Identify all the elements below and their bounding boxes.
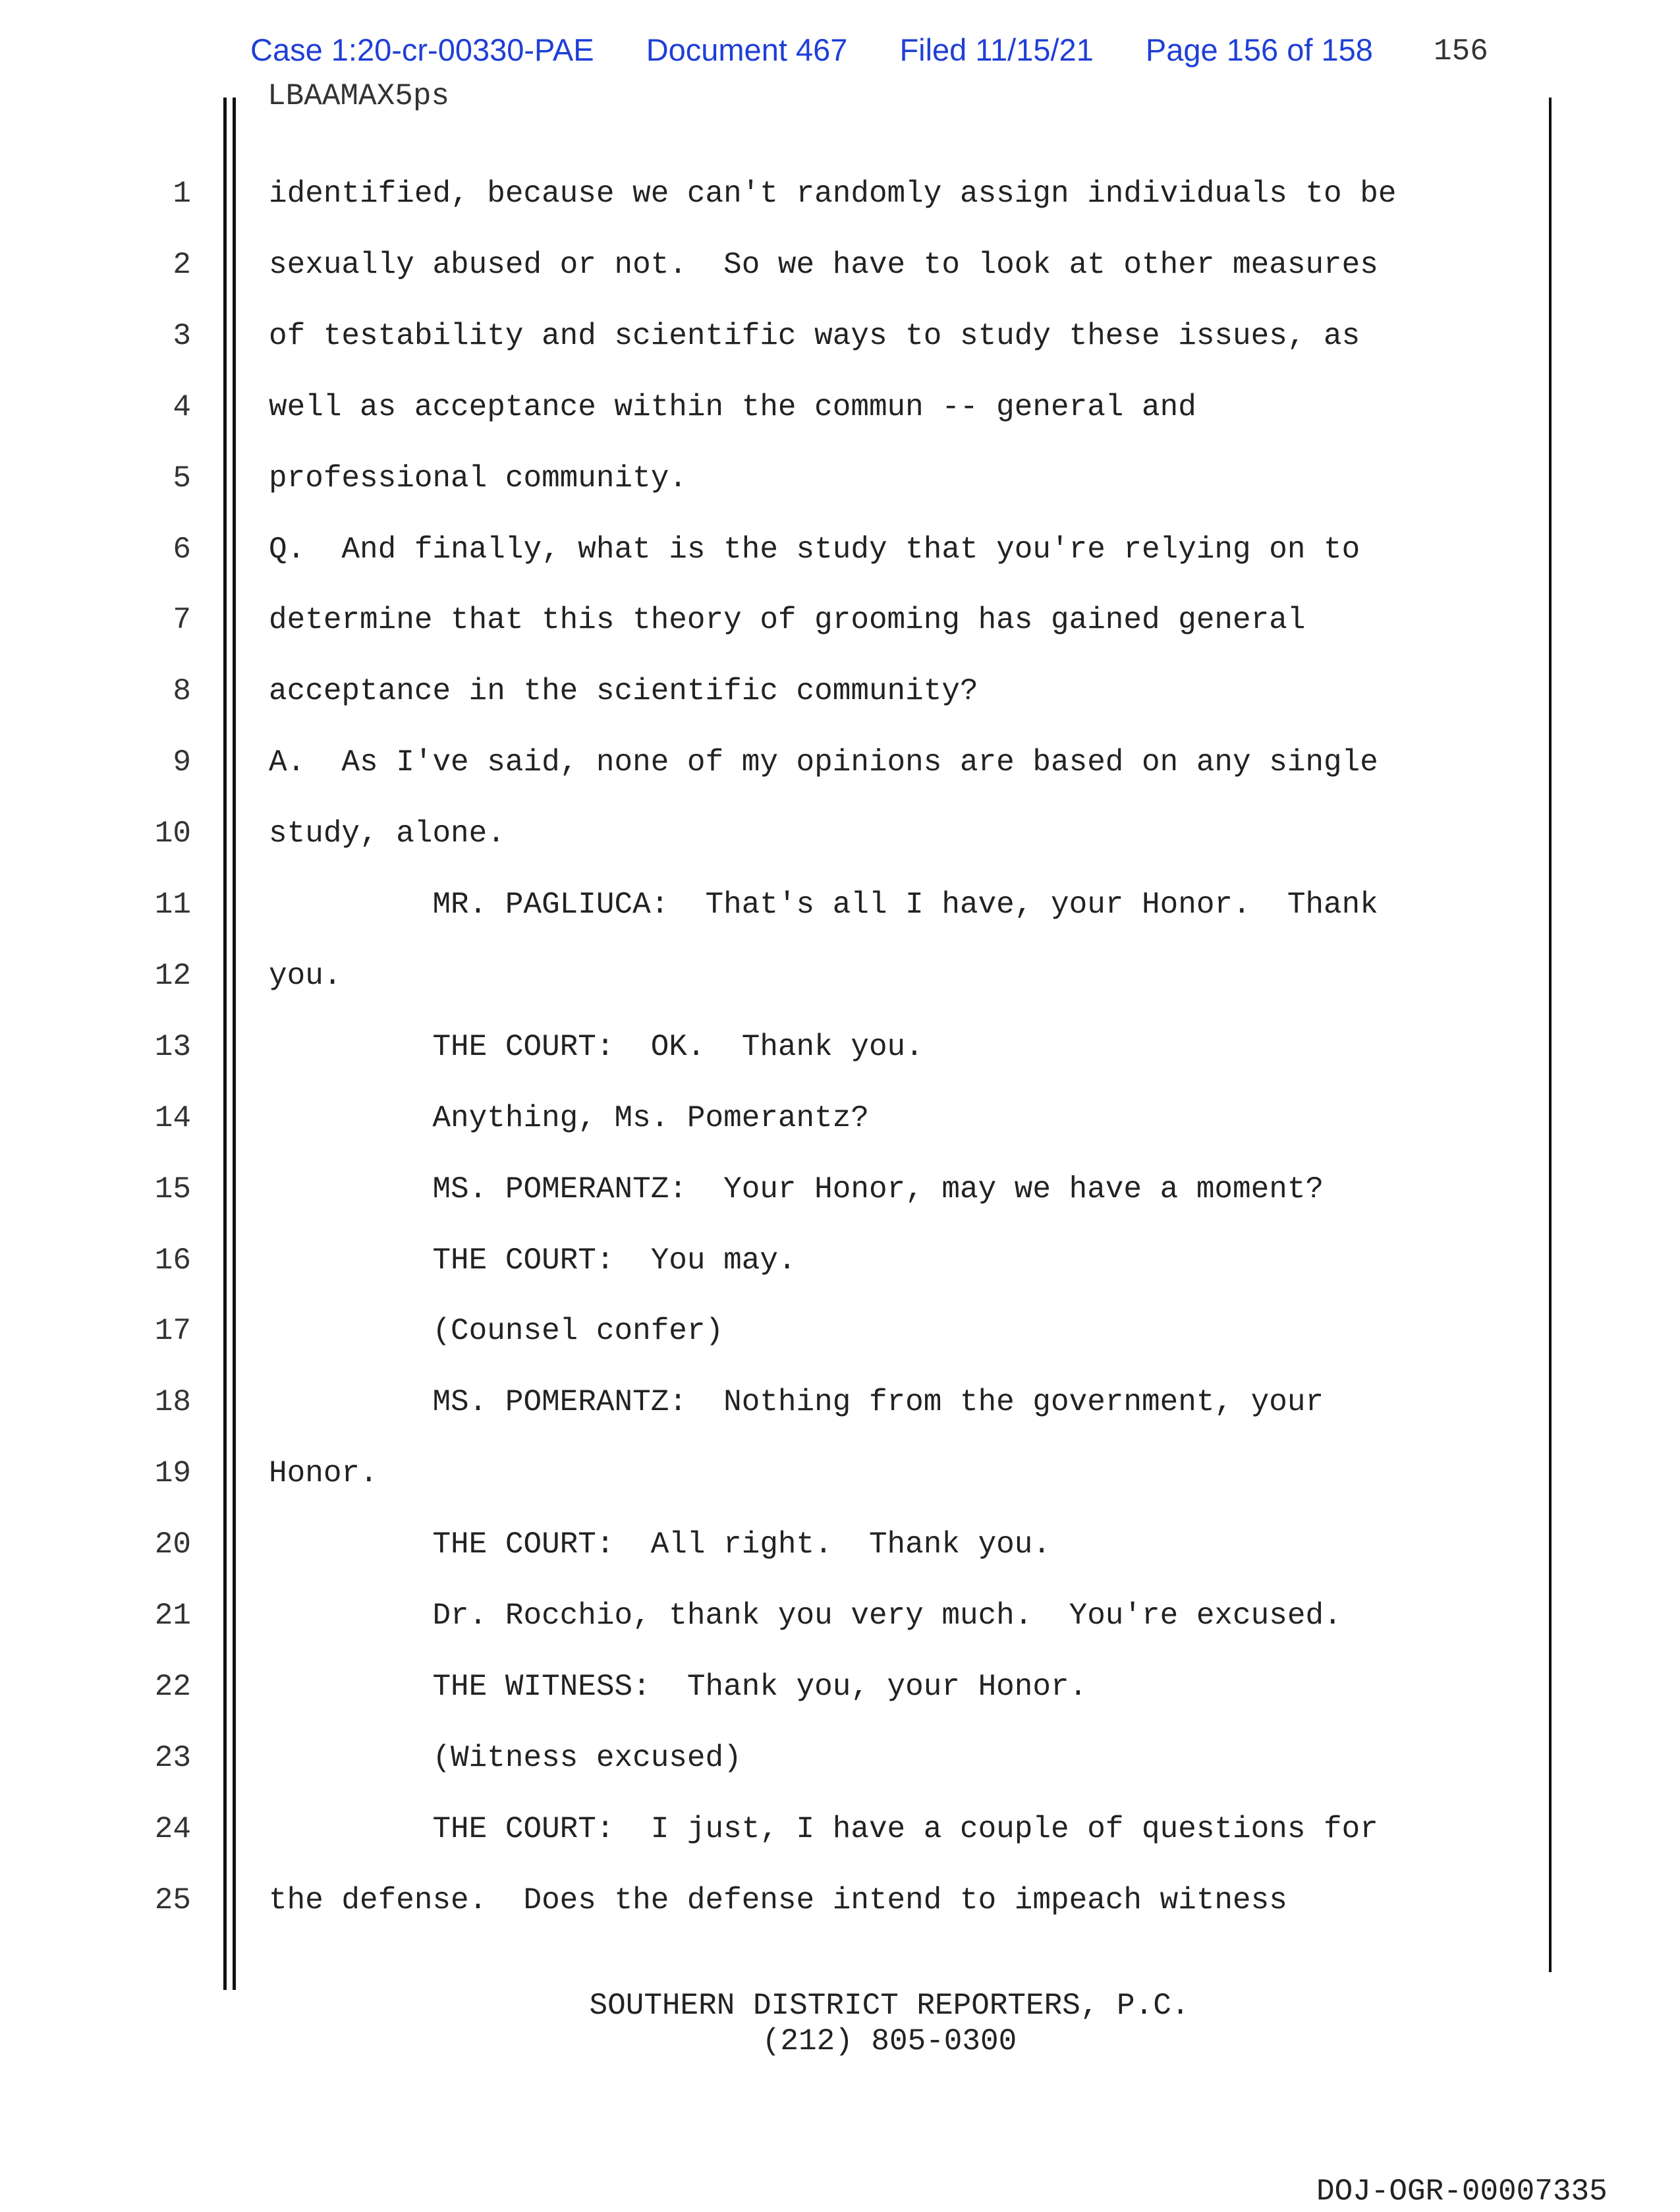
transcript-line: THE COURT: OK. Thank you. [269,1030,924,1064]
transcript-line: Dr. Rocchio, thank you very much. You're excused. [269,1599,1342,1633]
document-number: Document 467 [646,32,848,67]
transcript-line: you. [269,959,342,993]
reporter-phone: (212) 805-0300 [762,2024,1017,2058]
transcript-code: LBAAMAX5ps [267,79,450,113]
page-of-pages: Page 156 of 158 [1145,32,1373,67]
transcript-line: Anything, Ms. Pomerantz? [269,1101,869,1135]
transcript-line: acceptance in the scientific community? [269,674,978,708]
transcript-line: sexually abused or not. So we have to look at other measures [269,248,1378,282]
filing-header [250,32,1373,71]
line-number: 9 [173,745,191,780]
line-number: 4 [173,390,191,424]
transcript-line: THE COURT: I just, I have a couple of questions for [269,1812,1378,1846]
bates-number: DOJ-OGR-00007335 [1316,2174,1608,2209]
line-number: 17 [154,1314,191,1348]
filed-date: Filed 11/15/21 [899,32,1094,67]
transcript-line: Honor. [269,1456,378,1490]
line-number: 20 [154,1527,191,1562]
transcript-line: MR. PAGLIUCA: That's all I have, your Honor. Thank [269,888,1378,922]
transcript-line: (Counsel confer) [269,1314,724,1348]
line-number: 8 [173,674,191,708]
line-number: 1 [173,177,191,211]
line-number: 12 [154,959,191,993]
line-number: 22 [154,1670,191,1704]
line-number: 3 [173,319,191,353]
line-number: 18 [154,1385,191,1419]
line-number: 2 [173,248,191,282]
transcript-line: (Witness excused) [269,1741,742,1775]
line-number: 5 [173,461,191,496]
line-number: 25 [154,1883,191,1917]
line-number: 7 [173,603,191,637]
line-number: 10 [154,816,191,851]
line-number: 13 [154,1030,191,1064]
transcript-line: determine that this theory of grooming has gained general [269,603,1306,637]
left-margin-rule [223,98,227,1990]
transcript-line: THE WITNESS: Thank you, your Honor. [269,1670,1088,1704]
line-number: 15 [154,1172,191,1206]
line-number: 14 [154,1101,191,1135]
transcript-line: MS. POMERANTZ: Your Honor, may we have a moment? [269,1172,1324,1206]
reporter-name: SOUTHERN DISTRICT REPORTERS, P.C. [589,1989,1190,2023]
transcript-line: well as acceptance within the commun -- general and [269,390,1196,424]
transcript-line: professional community. [269,461,687,496]
right-margin-rule [1549,98,1552,1972]
transcript-page-number: 156 [1434,34,1488,69]
transcript-line: MS. POMERANTZ: Nothing from the government, your [269,1385,1324,1419]
line-number: 24 [154,1812,191,1846]
transcript-line: Q. And finally, what is the study that you're relying on to [269,532,1360,567]
transcript-line: A. As I've said, none of my opinions are based on any single [269,745,1378,780]
transcript-line: identified, because we can't randomly assign individuals to be [269,177,1397,211]
line-number: 21 [154,1599,191,1633]
case-number: Case 1:20-cr-00330-PAE [250,32,594,67]
transcript-line: THE COURT: You may. [269,1243,797,1278]
line-number: 23 [154,1741,191,1775]
line-number: 11 [154,888,191,922]
line-number: 16 [154,1243,191,1278]
line-number: 19 [154,1456,191,1490]
transcript-line: study, alone. [269,816,505,851]
left-margin-rule-inner [233,98,236,1990]
transcript-line: THE COURT: All right. Thank you. [269,1527,1051,1562]
transcript-line: of testability and scientific ways to study these issues, as [269,319,1360,353]
transcript-line: the defense. Does the defense intend to impeach witness [269,1883,1287,1917]
line-number: 6 [173,532,191,567]
